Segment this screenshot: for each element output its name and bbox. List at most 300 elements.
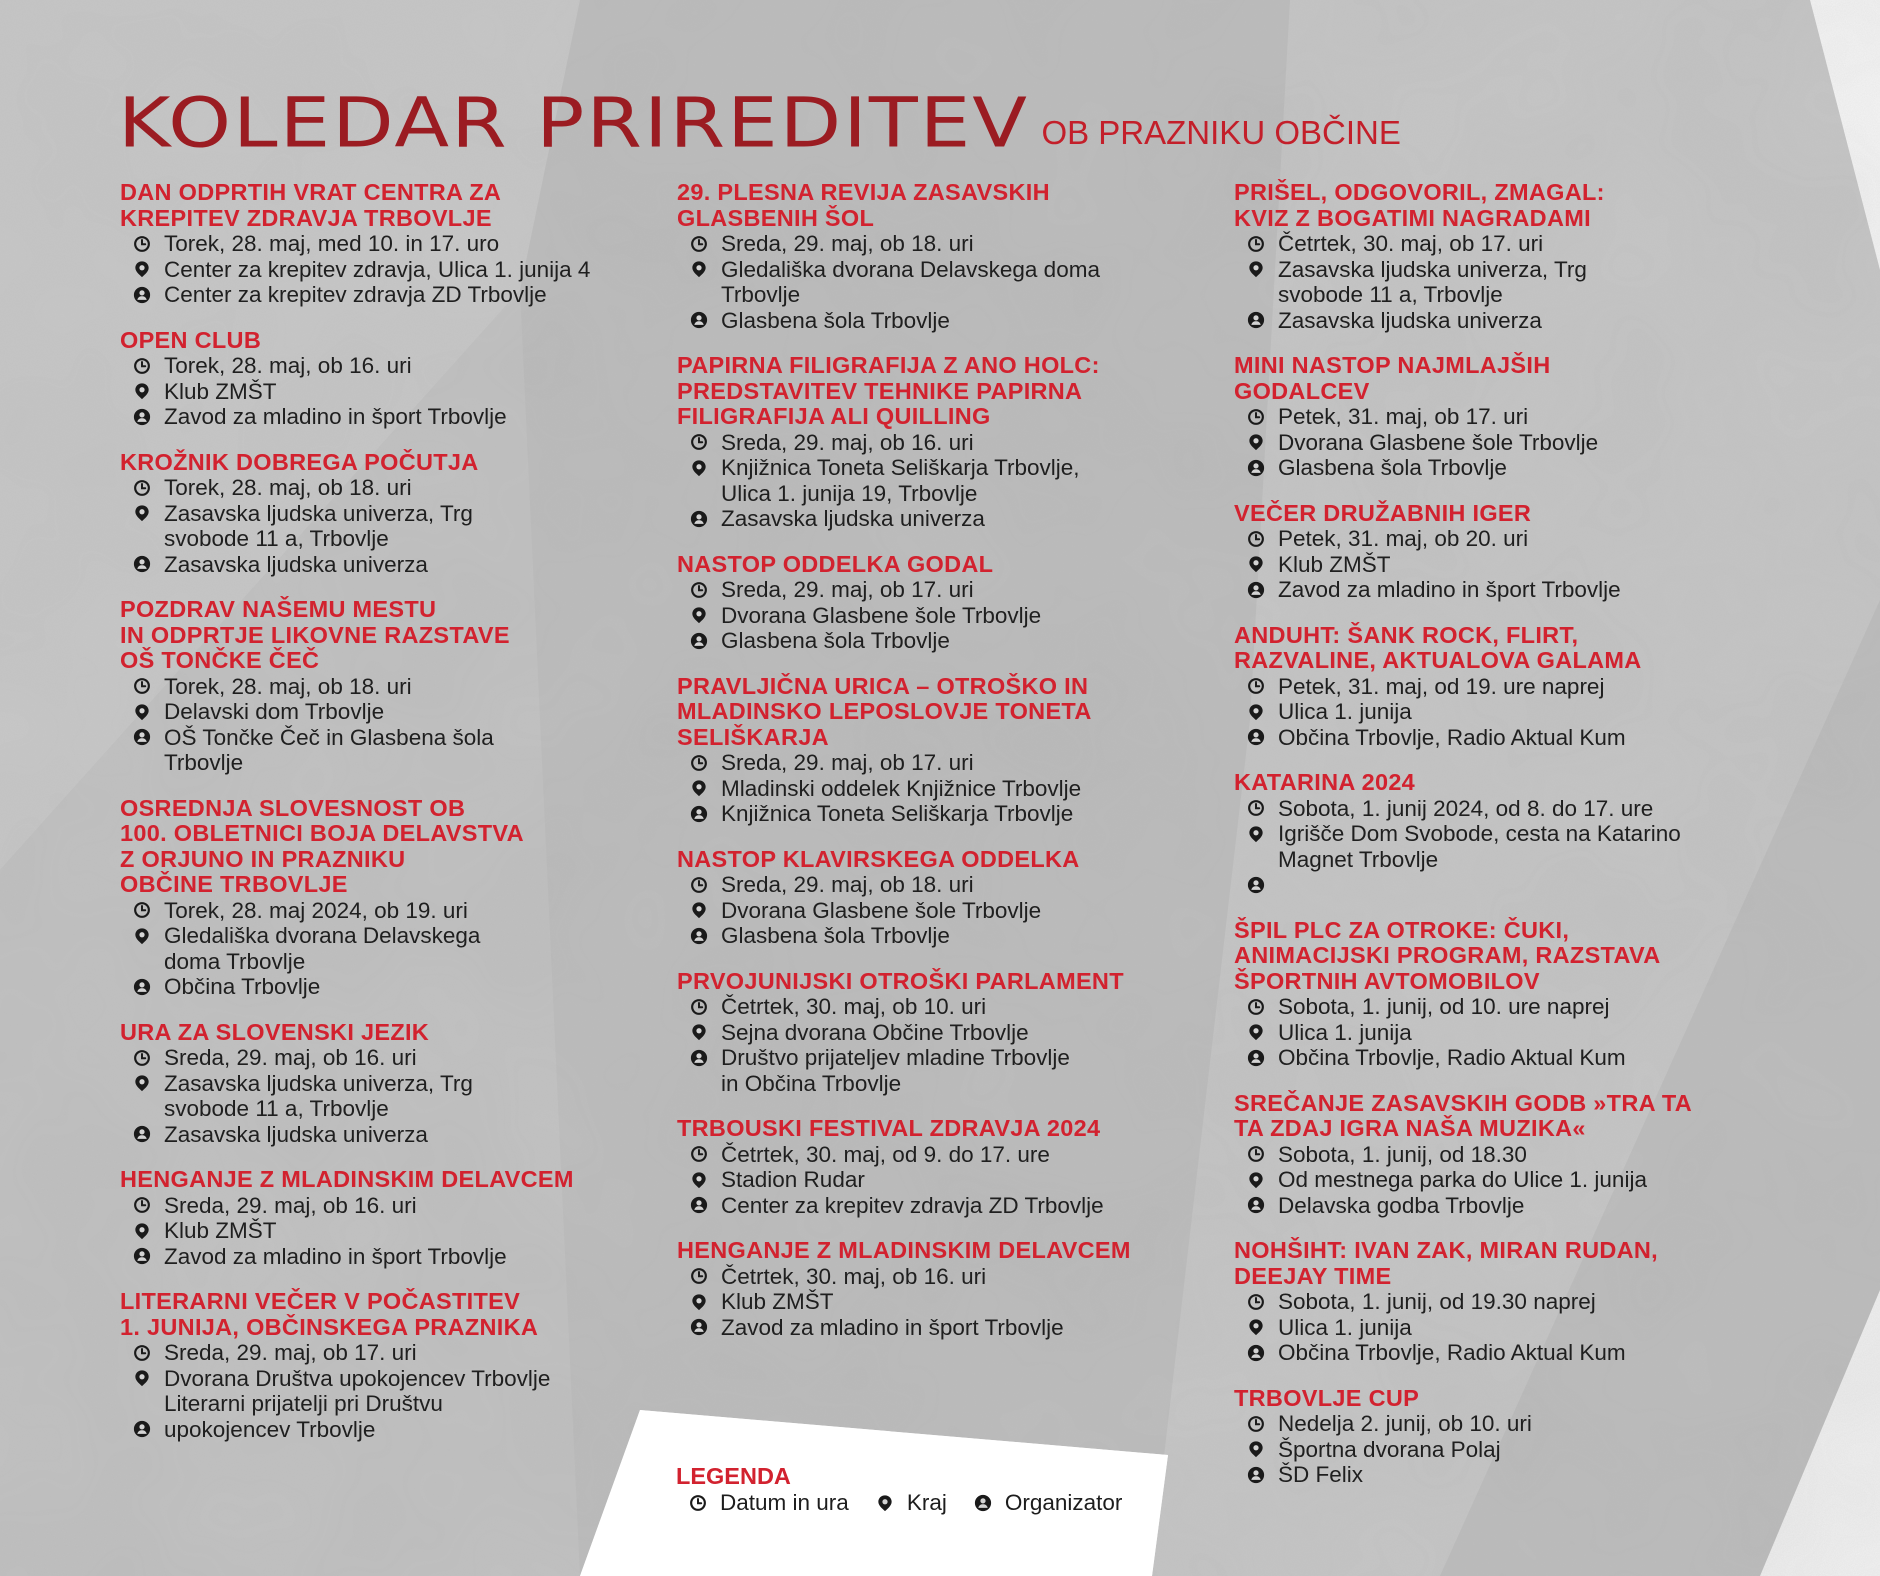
event-time-line: Sreda, 29. maj, ob 17. uri — [721, 750, 974, 775]
event-place-line: Klub ZMŠT — [1278, 551, 1391, 577]
person-icon — [120, 1244, 164, 1270]
event-title-line: OŠ TONČKE ČEČ — [120, 647, 320, 673]
event-place — [164, 379, 277, 405]
event-item — [1234, 501, 1774, 603]
event-time-row — [120, 674, 660, 700]
event-title-line: SELIŠKARJA — [677, 723, 829, 750]
event-place-line: svobode 11 a, Trbovlje — [164, 1096, 389, 1121]
event-item — [1234, 623, 1774, 751]
legend-row — [676, 1489, 1136, 1517]
event-item — [677, 847, 1217, 949]
event-place-row — [120, 1218, 660, 1244]
event-organizer-row — [1234, 455, 1774, 481]
event-item — [677, 353, 1217, 532]
event-organizer-line: Zavod za mladino in šport Trbovlje — [721, 1314, 1064, 1340]
event-title-line: KREPITEV ZDRAVJA TRBOVLJE — [120, 204, 492, 231]
event-place — [1278, 1020, 1412, 1046]
page-header — [118, 70, 1401, 163]
event-place — [164, 501, 473, 552]
event-organizer — [721, 923, 950, 949]
event-place-line: doma Trbovlje — [164, 948, 306, 974]
event-time — [1278, 404, 1528, 430]
event-time — [721, 1264, 986, 1290]
person-icon — [1234, 455, 1278, 481]
event-place-row — [120, 257, 660, 283]
event-title-line: SREČANJE ZASAVSKIH GODB »TRA TA — [1234, 1089, 1693, 1116]
events-column-3 — [1234, 180, 1774, 1508]
event-item — [120, 450, 660, 578]
event-organizer-line: Zasavska ljudska univerza — [164, 1121, 428, 1147]
event-place-line: Dvorana Društva upokojencev Trbovlje — [164, 1365, 551, 1391]
event-place — [1278, 821, 1681, 872]
event-organizer-row — [677, 628, 1217, 654]
event-place-line: Knjižnica Toneta Seliškarja Trbovlje, — [721, 455, 1080, 480]
event-time-row — [677, 750, 1217, 776]
event-item — [1234, 770, 1774, 898]
event-title — [1234, 918, 1774, 995]
event-title-line: 29. PLESNA REVIJA ZASAVSKIH — [677, 179, 1050, 205]
clock-icon — [676, 1490, 720, 1516]
event-title-line: NOHŠIHT: IVAN ZAK, MIRAN RUDAN, — [1234, 1237, 1659, 1263]
event-time-row — [1234, 526, 1774, 552]
event-time-line: Sreda, 29. maj, ob 17. uri — [721, 577, 974, 602]
event-title-line: OSREDNJA SLOVESNOST OB — [120, 794, 466, 821]
event-place-line: Gledališka dvorana Delavskega — [164, 923, 481, 948]
event-organizer-row — [1234, 872, 1774, 898]
event-title-line: LITERARNI VEČER V POČASTITEV — [120, 1288, 521, 1314]
person-icon — [677, 1045, 721, 1071]
event-title — [120, 180, 660, 231]
event-title-line: FILIGRAFIJA ALI QUILLING — [677, 403, 991, 429]
event-time — [164, 1193, 417, 1219]
event-place — [1278, 1167, 1647, 1193]
clock-icon — [120, 353, 164, 379]
event-place-line: svobode 11 a, Trbovlje — [1278, 282, 1503, 307]
event-time-line: Sreda, 29. maj, ob 16. uri — [721, 429, 974, 455]
person-icon — [677, 1193, 721, 1219]
clock-icon — [1234, 1411, 1278, 1437]
event-title-line: NASTOP ODDELKA GODAL — [677, 550, 994, 577]
event-organizer-line: Zasavska ljudska univerza — [164, 551, 428, 577]
event-place-row — [120, 923, 660, 974]
event-time-line: Sreda, 29. maj, ob 16. uri — [164, 1192, 417, 1218]
event-time — [721, 994, 986, 1020]
event-place — [721, 257, 1100, 308]
event-item — [120, 597, 660, 776]
event-time — [1278, 1142, 1527, 1168]
event-organizer-line: Glasbena šola Trbovlje — [721, 628, 950, 653]
event-item — [677, 1116, 1217, 1218]
event-title-line: OBČINE TRBOVLJE — [120, 871, 348, 897]
clock-icon — [1234, 1289, 1278, 1315]
event-time-line: Četrtek, 30. maj, ob 17. uri — [1278, 231, 1544, 256]
event-place-line: Literarni prijatelji pri Društvu — [164, 1391, 443, 1416]
event-time-row — [120, 231, 660, 257]
person-icon — [120, 282, 164, 308]
event-time — [721, 872, 974, 898]
event-place-row — [1234, 1167, 1774, 1193]
event-place-row — [677, 1020, 1217, 1046]
event-time-row — [120, 353, 660, 379]
event-title — [677, 969, 1217, 995]
event-time — [1278, 796, 1653, 822]
event-title — [1234, 1091, 1774, 1142]
event-organizer-line: Občina Trbovlje — [164, 974, 321, 999]
event-organizer-line: Občina Trbovlje, Radio Aktual Kum — [1278, 1045, 1626, 1070]
event-organizer-row — [1234, 308, 1774, 334]
event-organizer-line: Knjižnica Toneta Seliškarja Trbovlje — [721, 801, 1074, 826]
event-item — [1234, 180, 1774, 333]
event-time-line: Sobota, 1. junij, od 10. ure naprej — [1278, 994, 1610, 1019]
event-organizer-row — [1234, 1462, 1774, 1488]
event-title — [1234, 501, 1774, 527]
event-place — [1278, 552, 1391, 578]
person-icon — [1234, 1340, 1278, 1366]
event-title — [120, 597, 660, 674]
event-time-line: Sobota, 1. junij, od 18.30 — [1278, 1141, 1527, 1167]
event-organizer-row — [677, 1315, 1217, 1341]
event-item — [1234, 1386, 1774, 1488]
event-title — [677, 847, 1217, 873]
event-organizer — [721, 308, 950, 334]
legend — [676, 1463, 1136, 1517]
event-organizer — [1278, 455, 1507, 481]
event-organizer-row — [120, 1417, 660, 1443]
event-title — [1234, 770, 1774, 796]
person-icon — [677, 506, 721, 532]
event-time-line: Torek, 28. maj, med 10. in 17. uro — [164, 231, 500, 256]
event-place — [164, 257, 590, 283]
event-place-line: Od mestnega parka do Ulice 1. junija — [1278, 1167, 1647, 1192]
event-title-line: TRBOUSKI FESTIVAL ZDRAVJA 2024 — [677, 1115, 1101, 1141]
event-organizer-line: Zasavska ljudska univerza — [1278, 307, 1542, 333]
event-time-row — [1234, 231, 1774, 257]
event-organizer — [721, 1315, 1064, 1341]
event-title — [120, 450, 660, 476]
event-title-line: RAZVALINE, AKTUALOVA GALAMA — [1234, 647, 1642, 673]
person-icon — [677, 801, 721, 827]
event-item — [677, 552, 1217, 654]
event-title — [1234, 1238, 1774, 1289]
person-icon — [677, 1315, 721, 1341]
location-pin-icon — [120, 501, 164, 527]
person-icon — [1234, 1193, 1278, 1219]
event-place-line: Športna dvorana Polaj — [1278, 1436, 1501, 1462]
page-title: KOLEDAR PRIREDITEV — [118, 83, 1029, 163]
person-icon — [120, 1122, 164, 1148]
clock-icon — [1234, 1142, 1278, 1168]
event-time — [164, 353, 412, 379]
event-title-line: HENGANJE Z MLADINSKIM DELAVCEM — [677, 1237, 1131, 1263]
event-time-line: Četrtek, 30. maj, ob 16. uri — [721, 1263, 987, 1289]
event-organizer — [1278, 308, 1542, 334]
event-organizer-row — [120, 1244, 660, 1270]
event-organizer-line: in Občina Trbovlje — [721, 1070, 902, 1096]
event-organizer-row — [677, 923, 1217, 949]
event-organizer-line: Društvo prijateljev mladine Trbovlje — [721, 1045, 1070, 1070]
event-item — [120, 328, 660, 430]
event-time-line: Nedelja 2. junij, ob 10. uri — [1278, 1411, 1532, 1436]
location-pin-icon — [120, 379, 164, 405]
person-icon — [677, 308, 721, 334]
clock-icon — [677, 1142, 721, 1168]
event-place-row — [120, 1071, 660, 1122]
event-place — [1278, 257, 1587, 308]
event-time-line: Torek, 28. maj, ob 18. uri — [164, 673, 412, 699]
clock-icon — [120, 1340, 164, 1366]
location-pin-icon — [120, 257, 164, 283]
event-item — [1234, 1091, 1774, 1219]
event-time-row — [677, 1142, 1217, 1168]
legend-title: LEGENDA — [676, 1463, 791, 1489]
location-pin-icon — [1234, 1315, 1278, 1341]
clock-icon — [120, 674, 164, 700]
event-place — [164, 923, 480, 974]
event-title — [1234, 180, 1774, 231]
event-organizer — [721, 801, 1073, 827]
events-column-2 — [677, 180, 1217, 1360]
event-title-line: ŠPORTNIH AVTOMOBILOV — [1234, 967, 1540, 994]
event-item — [120, 1167, 660, 1269]
event-organizer — [164, 404, 507, 430]
event-title-line: KATARINA 2024 — [1234, 769, 1416, 795]
event-time-row — [677, 1264, 1217, 1290]
event-time-row — [677, 577, 1217, 603]
event-time-row — [1234, 1142, 1774, 1168]
person-icon — [120, 725, 164, 751]
event-title-line: PRAVLJIČNA URICA – OTROŠKO IN — [677, 672, 1089, 699]
event-time-line: Torek, 28. maj 2024, ob 19. uri — [164, 897, 468, 923]
location-pin-icon — [863, 1490, 907, 1516]
event-organizer-line: Občina Trbovlje, Radio Aktual Kum — [1278, 724, 1626, 750]
event-time-row — [1234, 1411, 1774, 1437]
event-title-line: PREDSTAVITEV TEHNIKE PAPIRNA — [677, 377, 1083, 404]
event-organizer-line: upokojencev Trbovlje — [164, 1416, 376, 1442]
event-place-line: Ulica 1. junija — [1278, 699, 1412, 724]
event-place-line: Trbovlje — [721, 282, 801, 307]
event-time-row — [120, 475, 660, 501]
clock-icon — [677, 430, 721, 456]
event-place-row — [1234, 1315, 1774, 1341]
event-item — [1234, 353, 1774, 481]
event-organizer-row — [677, 308, 1217, 334]
event-organizer — [1278, 1045, 1626, 1071]
event-title-line: OPEN CLUB — [120, 326, 262, 353]
event-title — [677, 353, 1217, 430]
event-title — [677, 1116, 1217, 1142]
event-place-line: Stadion Rudar — [721, 1167, 865, 1192]
clock-icon — [120, 898, 164, 924]
event-time-line: Četrtek, 30. maj, od 9. do 17. ure — [721, 1141, 1050, 1167]
event-organizer-row — [120, 725, 660, 776]
event-title — [120, 1289, 660, 1340]
event-organizer-row — [120, 974, 660, 1000]
event-place-row — [677, 455, 1217, 506]
clock-icon — [120, 475, 164, 501]
event-time — [1278, 994, 1609, 1020]
event-title-line: 100. OBLETNICI BOJA DELAVSTVA — [120, 820, 524, 846]
event-place-line: Ulica 1. junija — [1278, 1019, 1412, 1045]
event-time — [164, 1340, 417, 1366]
location-pin-icon — [1234, 257, 1278, 283]
event-place-line: svobode 11 a, Trbovlje — [164, 526, 389, 551]
event-time-line: Petek, 31. maj, ob 20. uri — [1278, 526, 1529, 551]
event-organizer-row — [120, 552, 660, 578]
event-organizer — [164, 974, 320, 1000]
event-organizer — [164, 1417, 375, 1443]
person-icon — [1234, 1462, 1278, 1488]
event-time — [1278, 1289, 1596, 1315]
event-time-line: Sobota, 1. junij 2024, od 8. do 17. ure — [1278, 795, 1654, 821]
event-organizer — [721, 628, 950, 654]
clock-icon — [1234, 796, 1278, 822]
event-place-line: Igrišče Dom Svobode, cesta na Katarino — [1278, 821, 1681, 846]
event-organizer-line: Center za krepitev zdravja ZD Trbovlje — [721, 1192, 1104, 1218]
event-time-line: Četrtek, 30. maj, ob 10. uri — [721, 994, 987, 1019]
location-pin-icon — [677, 455, 721, 481]
event-place-row — [677, 776, 1217, 802]
event-item — [120, 180, 660, 308]
event-organizer-line: Trbovlje — [164, 750, 244, 775]
event-place-row — [1234, 1437, 1774, 1463]
event-title-line: KROŽNIK DOBREGA POČUTJA — [120, 448, 479, 475]
event-title-line: DEEJAY TIME — [1234, 1262, 1392, 1289]
event-place-row — [1234, 1020, 1774, 1046]
legend-organizer-label: Organizator — [1004, 1490, 1123, 1515]
person-icon — [120, 404, 164, 430]
event-place-line: Dvorana Glasbene šole Trbovlje — [1278, 429, 1599, 455]
location-pin-icon — [120, 923, 164, 949]
event-place — [721, 898, 1041, 924]
person-icon — [1234, 1045, 1278, 1071]
location-pin-icon — [1234, 821, 1278, 847]
event-organizer-line: Center za krepitev zdravja ZD Trbovlje — [164, 282, 547, 307]
event-place-line: Klub ZMŠT — [164, 378, 277, 404]
event-organizer-line: Glasbena šola Trbovlje — [721, 923, 950, 948]
clock-icon — [677, 872, 721, 898]
event-place — [721, 455, 1080, 506]
event-time — [1278, 674, 1604, 700]
event-item — [677, 969, 1217, 1097]
event-title-line: PAPIRNA FILIGRAFIJA Z ANO HOLC: — [677, 352, 1100, 378]
page-subtitle: OB PRAZNIKU OBČINE — [1041, 114, 1401, 151]
event-place-row — [1234, 430, 1774, 456]
event-title-line: HENGANJE Z MLADINSKIM DELAVCEM — [120, 1166, 574, 1192]
event-title — [677, 552, 1217, 578]
event-organizer — [1278, 577, 1621, 603]
legend-time-label: Datum in ura — [720, 1490, 849, 1515]
event-place-row — [120, 379, 660, 405]
event-place-line: Center za krepitev zdravja, Ulica 1. junija 4 — [164, 256, 591, 282]
event-title-line: TRBOVLJE CUP — [1234, 1384, 1420, 1411]
event-organizer-line: Glasbena šola Trbovlje — [1278, 455, 1507, 480]
event-title-line: NASTOP KLAVIRSKEGA ODDELKA — [677, 845, 1080, 872]
event-organizer-line: OŠ Tončke Čeč in Glasbena šola — [164, 724, 494, 750]
event-title — [1234, 353, 1774, 404]
event-place-row — [677, 1167, 1217, 1193]
event-title — [1234, 1386, 1774, 1412]
person-icon — [120, 974, 164, 1000]
person-icon — [1234, 872, 1278, 898]
location-pin-icon — [677, 603, 721, 629]
event-organizer — [164, 282, 547, 308]
event-organizer-row — [677, 1193, 1217, 1219]
event-place-row — [677, 603, 1217, 629]
event-time-row — [1234, 994, 1774, 1020]
person-icon — [1234, 725, 1278, 751]
event-place-row — [677, 257, 1217, 308]
event-time — [721, 430, 974, 456]
event-place — [164, 1218, 277, 1244]
event-title-line: ŠPIL PLC ZA OTROKE: ČUKI, — [1234, 916, 1570, 943]
event-title-line: 1. JUNIJA, OBČINSKEGA PRAZNIKA — [120, 1313, 539, 1340]
event-place-line: Mladinski oddelek Knjižnice Trbovlje — [721, 775, 1082, 801]
event-organizer — [721, 1045, 1070, 1096]
event-title — [677, 1238, 1217, 1264]
event-organizer — [1278, 725, 1626, 751]
event-place — [164, 699, 384, 725]
event-time — [1278, 231, 1543, 257]
event-organizer-line: Zavod za mladino in šport Trbovlje — [1278, 577, 1621, 602]
clock-icon — [120, 231, 164, 257]
clock-icon — [677, 231, 721, 257]
event-time — [164, 1045, 417, 1071]
event-organizer-line: Občina Trbovlje, Radio Aktual Kum — [1278, 1340, 1626, 1365]
location-pin-icon — [677, 1167, 721, 1193]
event-time-row — [677, 430, 1217, 456]
event-title — [677, 674, 1217, 751]
event-place — [1278, 1437, 1501, 1463]
event-time-line: Sreda, 29. maj, ob 18. uri — [721, 872, 974, 897]
location-pin-icon — [120, 1218, 164, 1244]
event-title — [677, 180, 1217, 231]
event-title-line: DAN ODPRTIH VRAT CENTRA ZA — [120, 179, 502, 205]
location-pin-icon — [677, 776, 721, 802]
event-organizer-row — [1234, 1193, 1774, 1219]
event-organizer — [164, 1244, 507, 1270]
event-organizer-line: Zavod za mladino in šport Trbovlje — [164, 404, 507, 429]
event-organizer — [721, 506, 985, 532]
event-organizer-row — [120, 1122, 660, 1148]
event-time-line: Sreda, 29. maj, ob 18. uri — [721, 231, 974, 256]
event-organizer — [1278, 1193, 1524, 1219]
event-time-row — [677, 872, 1217, 898]
location-pin-icon — [1234, 430, 1278, 456]
event-title — [120, 1167, 660, 1193]
event-organizer-row — [1234, 1340, 1774, 1366]
event-organizer-row — [120, 404, 660, 430]
event-title-line: URA ZA SLOVENSKI JEZIK — [120, 1018, 430, 1045]
event-title-line: VEČER DRUŽABNIH IGER — [1234, 499, 1532, 526]
location-pin-icon — [1234, 552, 1278, 578]
person-icon — [677, 628, 721, 654]
event-title-line: GLASBENIH ŠOL — [677, 204, 875, 231]
location-pin-icon — [677, 898, 721, 924]
event-place-line: Klub ZMŠT — [721, 1289, 834, 1314]
clock-icon — [1234, 404, 1278, 430]
clock-icon — [120, 1045, 164, 1071]
event-time-line: Sobota, 1. junij, od 19.30 naprej — [1278, 1289, 1596, 1314]
event-time-row — [677, 994, 1217, 1020]
event-place-row — [677, 1289, 1217, 1315]
event-place — [721, 1020, 1029, 1046]
event-title-line: PRVOJUNIJSKI OTROŠKI PARLAMENT — [677, 967, 1124, 994]
event-title — [120, 328, 660, 354]
event-organizer-row — [677, 506, 1217, 532]
event-place-line: Gledališka dvorana Delavskega doma — [721, 256, 1100, 282]
event-place-line: Dvorana Glasbene šole Trbovlje — [721, 897, 1042, 923]
event-place — [164, 1366, 550, 1417]
